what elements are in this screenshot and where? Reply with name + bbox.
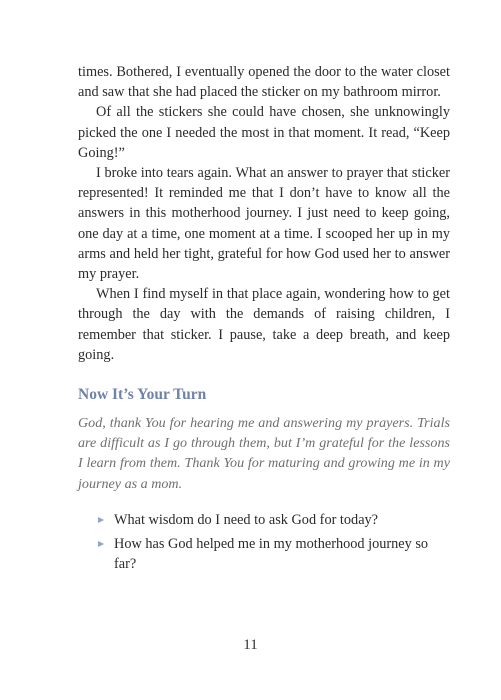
prayer-text: God, thank You for hearing me and answering my prayers. Trials are difficult as I go through them, but I’m grateful for the lessons I learn from them. Thank You for maturing and growing me in my journey as a mom.	[78, 415, 450, 492]
triangle-bullet-icon	[98, 541, 104, 547]
section-heading: Now It’s Your Turn	[78, 386, 207, 404]
page-content	[78, 62, 450, 578]
list-item	[98, 510, 450, 530]
body-paragraph: When I find myself in that place again, wondering how to get through the day with the demands of raising children, I remember that sticker. I pause, take a deep breath, and keep going.	[78, 286, 450, 363]
body-paragraph: times. Bothered, I eventually opened the door to the water closet and saw that she had placed the sticker on my bathroom mirror.	[78, 64, 450, 101]
triangle-bullet-icon	[98, 517, 104, 523]
list-item	[98, 534, 450, 574]
reflection-questions-list	[78, 510, 450, 574]
question-text: What wisdom do I need to ask God for today?	[114, 511, 379, 528]
page-number: 11	[243, 637, 258, 653]
body-paragraph: Of all the stickers she could have chosen, she unknowingly picked the one I needed the most in that moment. It read, “Keep Going!”	[78, 104, 450, 161]
body-paragraph: I broke into tears again. What an answer to prayer that sticker represented! It reminded me that I don’t have to know all the answers in this motherhood journey. I just need to keep going, one day at a time, one moment at a time. I scooped her up in my arms and held her tight, grateful for how God used her to answer my prayer.	[78, 165, 450, 283]
question-text: How has God helped me in my motherhood journey so far?	[114, 535, 429, 572]
